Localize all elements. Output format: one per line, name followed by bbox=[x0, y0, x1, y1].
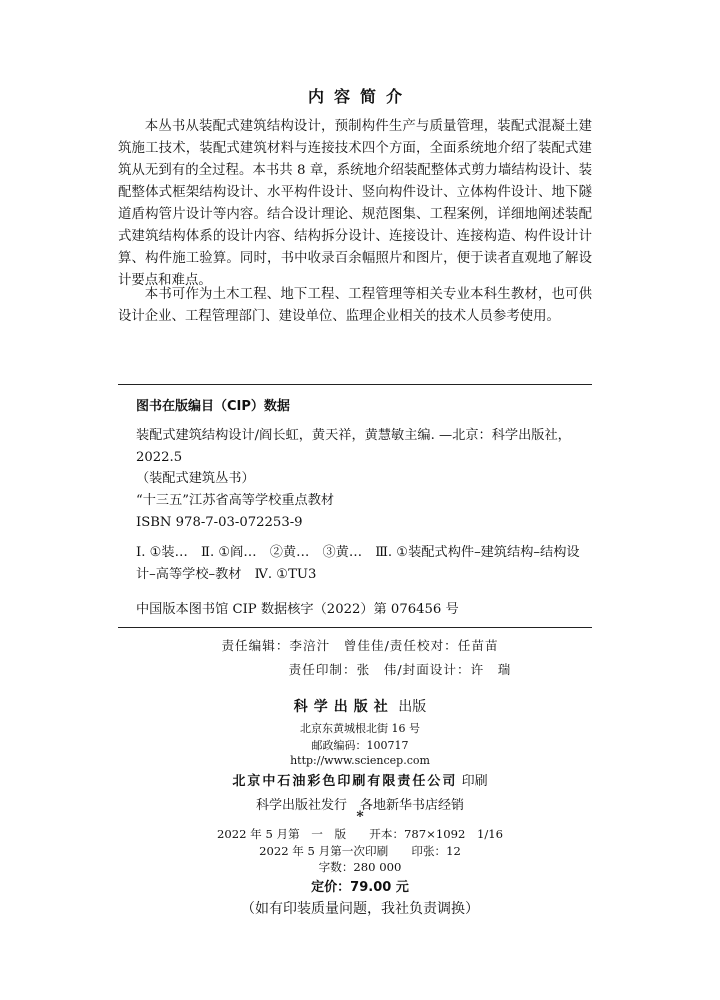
publisher-postcode: 邮政编码：100717 bbox=[311, 739, 409, 752]
printer-suffix: 印刷 bbox=[461, 774, 488, 789]
summary-paragraph-1: 本丛书从装配式建筑结构设计，预制构件生产与质量管理，装配式混凝土建筑施工技术，装配式建筑材料与连接技术四个方面，全面系统地介绍了装配式建筑从无到有的全过程。本书共 8 章，系统地介绍装配整体式剪力墙结构设计、装配整体式框架结构设计、水平构件设计、竖向构件设计、立体构件设计、地下隧道盾构管片设计等内容。结合设计理论、规范图集、工程案例，详细地阐述装配式建筑结构体系的设计内容、结构拆分设计、连接设计、连接构造、构件设计计算、构件施工验算。同时，书中收录百余幅照片和图片，便于读者直观地了解设计要点和难点。 bbox=[118, 119, 592, 288]
separator-star: * bbox=[356, 809, 364, 825]
printer-line bbox=[0, 770, 720, 789]
printing-line: 2022 年 5 月第一次印刷 印张：12 bbox=[259, 844, 461, 858]
publisher-name: 科学出版社 bbox=[293, 699, 394, 715]
publisher-address: 北京东黄城根北街 16 号 bbox=[300, 722, 420, 735]
cip-top-divider bbox=[118, 384, 592, 385]
cip-textbook-note: “十三五”江苏省高等学校重点教材 bbox=[136, 493, 335, 508]
summary-title: 内容简介 bbox=[307, 87, 412, 106]
price: 定价：79.00 元 bbox=[311, 880, 409, 895]
edition-line: 2022 年 5 月第 一 版 开本：787×1092 1/16 bbox=[216, 827, 504, 841]
word-count: 字数：280 000 bbox=[318, 860, 402, 874]
cip-bottom-divider bbox=[118, 627, 592, 628]
publisher-suffix: 出版 bbox=[398, 699, 427, 715]
credits-production: 责任印制：张 伟/封面设计：许 瑞 bbox=[288, 662, 512, 677]
cip-isbn: ISBN 978-7-03-072253-9 bbox=[136, 515, 303, 530]
printer-name: 北京中石油彩色印刷有限责任公司 bbox=[232, 774, 458, 789]
cip-heading: 图书在版编目（CIP）数据 bbox=[136, 399, 290, 414]
cip-series: （装配式建筑丛书） bbox=[136, 471, 255, 486]
quality-notice: （如有印装质量问题，我社负责调换） bbox=[241, 901, 479, 917]
distribution-line: 科学出版社发行 各地新华书店经销 bbox=[255, 798, 464, 813]
credits-editors: 责任编辑：李涪汁 曾佳佳/责任校对：任苗苗 bbox=[221, 638, 499, 653]
publisher-line bbox=[0, 696, 720, 716]
publisher-url: http://www.sciencep.com bbox=[290, 754, 430, 767]
summary-paragraph-2: 本书可作为土木工程、地下工程、工程管理等相关专业本科生教材，也可供设计企业、工程管理部门、建设单位、监理企业相关的技术人员参考使用。 bbox=[118, 287, 592, 324]
cip-description: 装配式建筑结构设计/阎长虹，黄天祥，黄慧敏主编. —北京：科学出版社，2022.5 bbox=[136, 428, 571, 465]
cip-number: 中国版本图书馆 CIP 数据核字（2022）第 076456 号 bbox=[136, 602, 459, 617]
cip-classification: Ⅰ. ①装… Ⅱ. ①阎… ②黄… ③黄… Ⅲ. ①装配式构件–建筑结构–结构设计–高等学校–教材 Ⅳ. ①TU3 bbox=[136, 545, 580, 582]
